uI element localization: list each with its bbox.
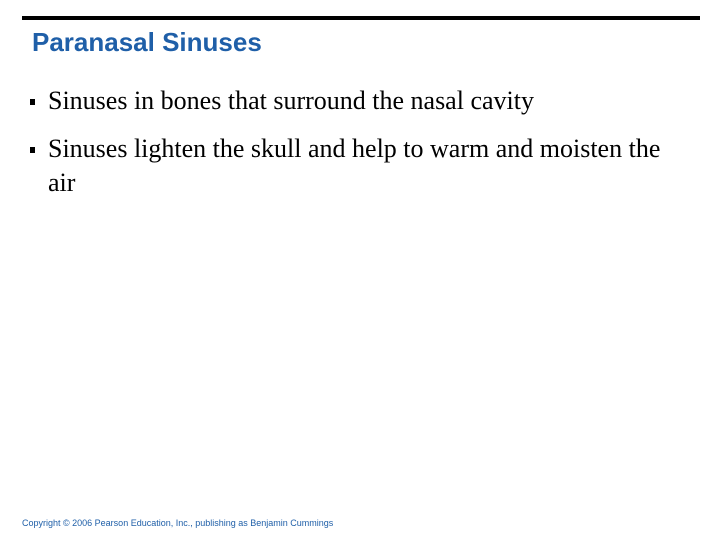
bullet-item [30, 132, 670, 200]
bullet-list [30, 84, 670, 214]
square-bullet-icon [30, 99, 35, 105]
bullet-item [30, 84, 670, 118]
slide-title: Paranasal Sinuses [32, 27, 262, 57]
bullet-text: Sinuses lighten the skull and help to warm and moisten the air [48, 134, 661, 197]
bullet-text: Sinuses in bones that surround the nasal cavity [48, 86, 534, 115]
square-bullet-icon [30, 147, 35, 153]
copyright-footer: Copyright © 2006 Pearson Education, Inc., publishing as Benjamin Cummings [22, 518, 334, 528]
title-divider-line [22, 16, 700, 20]
